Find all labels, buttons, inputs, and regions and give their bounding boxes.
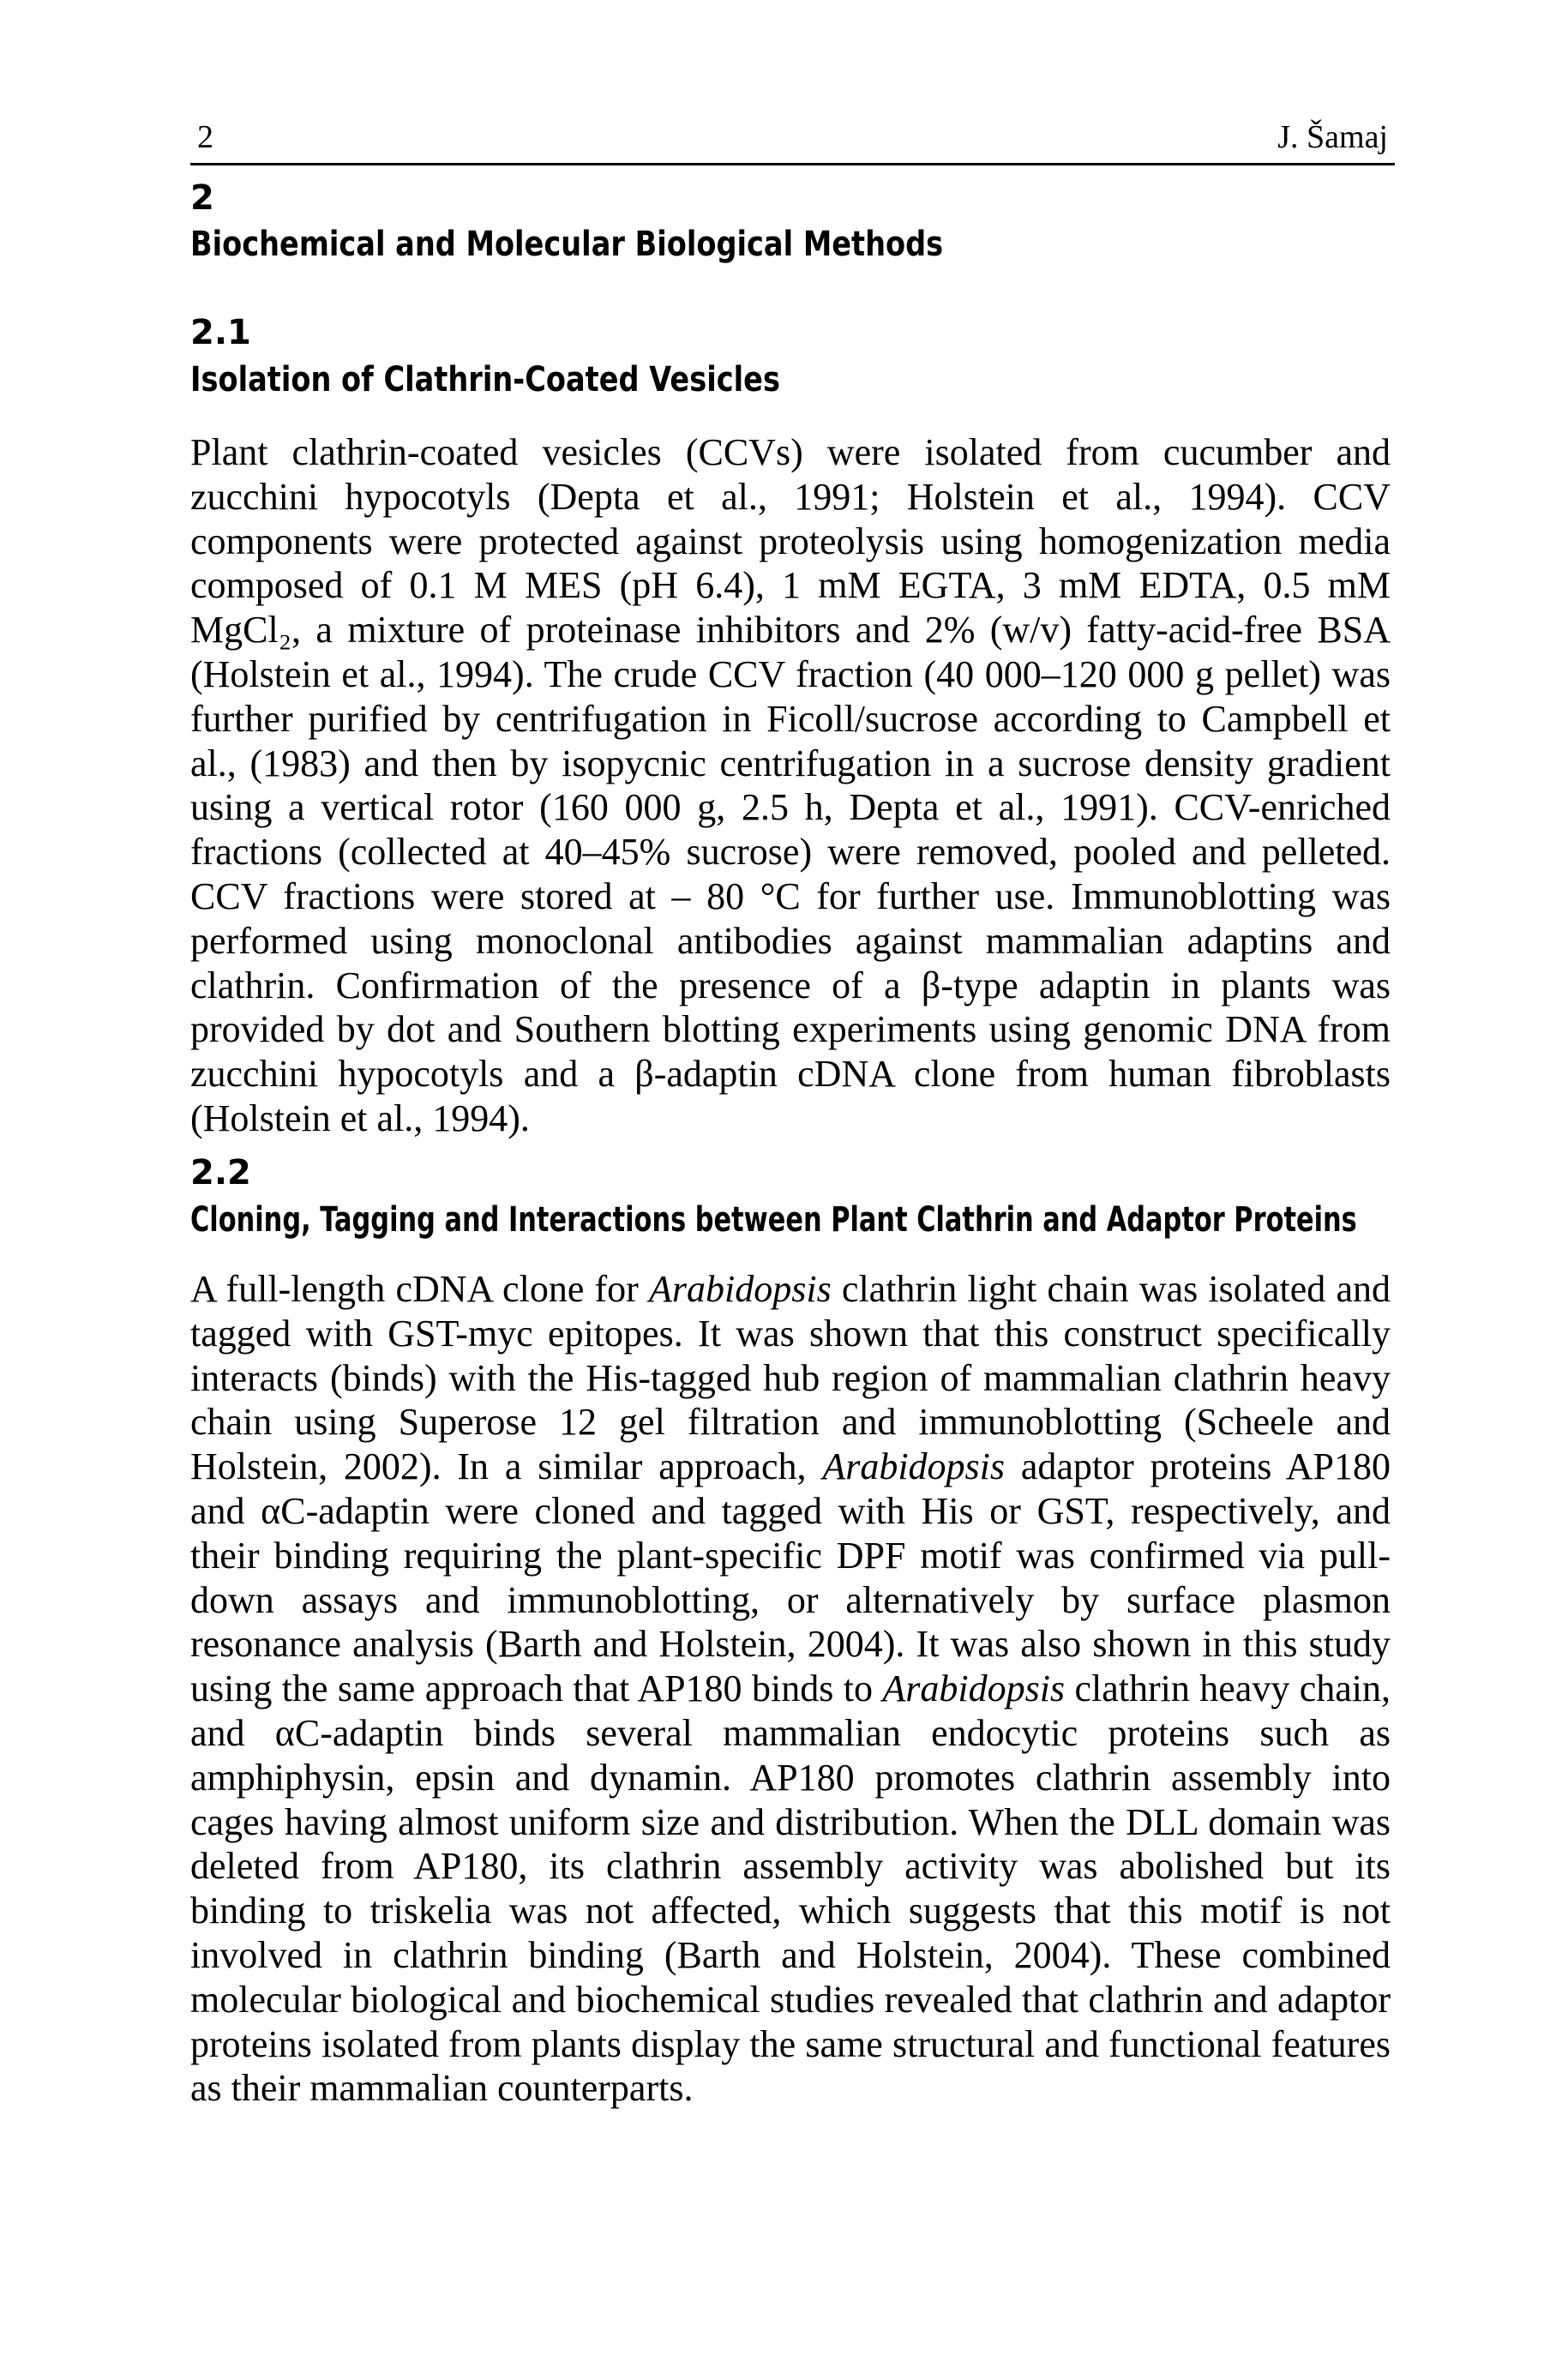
text-run: clathrin light chain was isolated and tagged with GST-myc epitopes. It was shown that this construct specifically interacts (binds) with the His-tagged hub region of mammalian clathrin heavy chain using Superose 12 gel filtration and immunoblotting (Scheele and Holstein, 2002). In a similar approach, — [190, 1268, 1391, 1488]
section-2-1-number: 2.1 — [190, 313, 251, 352]
section-2-2-title: Cloning, Tagging and Interactions between Plant Clathrin and Adaptor Proteins — [190, 1200, 1357, 1240]
species-name: Arabidopsis — [822, 1445, 1006, 1488]
chapter-title: Biochemical and Molecular Biological Methods — [190, 225, 944, 264]
page-number: 2 — [197, 119, 213, 155]
section-2-2-paragraph — [190, 1267, 1391, 2111]
section-2-1-title: Isolation of Clathrin-Coated Vesicles — [190, 360, 780, 400]
text-run: adaptor proteins AP180 and αC-adaptin were cloned and tagged with His or GST, respectively, and their binding requiring the plant-specific DPF motif was confirmed via pull-down assays and immunoblotting, or alternatively by surface plasmon resonance analysis (Barth and Holstein, 2004). It was also shown in this study using the same approach that AP180 binds to — [190, 1445, 1391, 1710]
running-head-author: J. Šamaj — [1277, 119, 1388, 155]
section-2-1-paragraph: Plant clathrin-coated vesicles (CCVs) were isolated from cucumber and zucchini hypocotyls (Depta et al., 1991; Holstein et al., 1994). CCV components were protected against proteolysis using homogenization media composed of 0.1 M MES (pH 6.4), 1 mM EGTA, 3 mM EDTA, 0.5 mM MgCl₂, a mixture of proteinase inhibitors and 2% (w/v) fatty-acid-free BSA (Holstein et al., 1994). The crude CCV fraction (40 000–120 000 g pellet) was further purified by centrifugation in Ficoll/sucrose according to Campbell et al., (1983) and then by isopycnic centrifugation in a sucrose density gradient using a vertical rotor (160 000 g, 2.5 h, Depta et al., 1991). CCV-enriched fractions (collected at 40–45% sucrose) were removed, pooled and pelleted. CCV fractions were stored at – 80 °C for further use. Immunoblotting was performed using monoclonal antibodies against mammalian adaptins and clathrin. Confirmation of the presence of a β-type adaptin in plants was provided by dot and Southern blotting experiments using genomic DNA from zucchini hypocotyls and a β-adaptin cDNA clone from human fibroblasts (Holstein et al., 1994). — [190, 431, 1391, 1139]
species-name: Arabidopsis — [649, 1268, 832, 1310]
text-run: A full-length cDNA clone for — [190, 1268, 650, 1310]
text-run: clathrin heavy chain, and αC-adaptin binds several mammalian endocytic proteins such as amphiphysin, epsin and dynamin. AP180 promotes clathrin assembly into cages having almost uniform size and distribution. When the DLL domain was deleted from AP180, its clathrin assembly activity was abolished but its binding to triskelia was not affected, which suggests that this motif is not involved in clathrin binding (Barth and Holstein, 2004). These combined molecular biological and biochemical studies revealed that clathrin and adaptor proteins isolated from plants display the same structural and functional features as their mammalian counterparts. — [190, 1667, 1391, 2110]
chapter-number: 2 — [190, 178, 214, 218]
section-2-2-number: 2.2 — [190, 1153, 251, 1193]
species-name: Arabidopsis — [882, 1667, 1066, 1710]
running-head — [190, 111, 1395, 165]
